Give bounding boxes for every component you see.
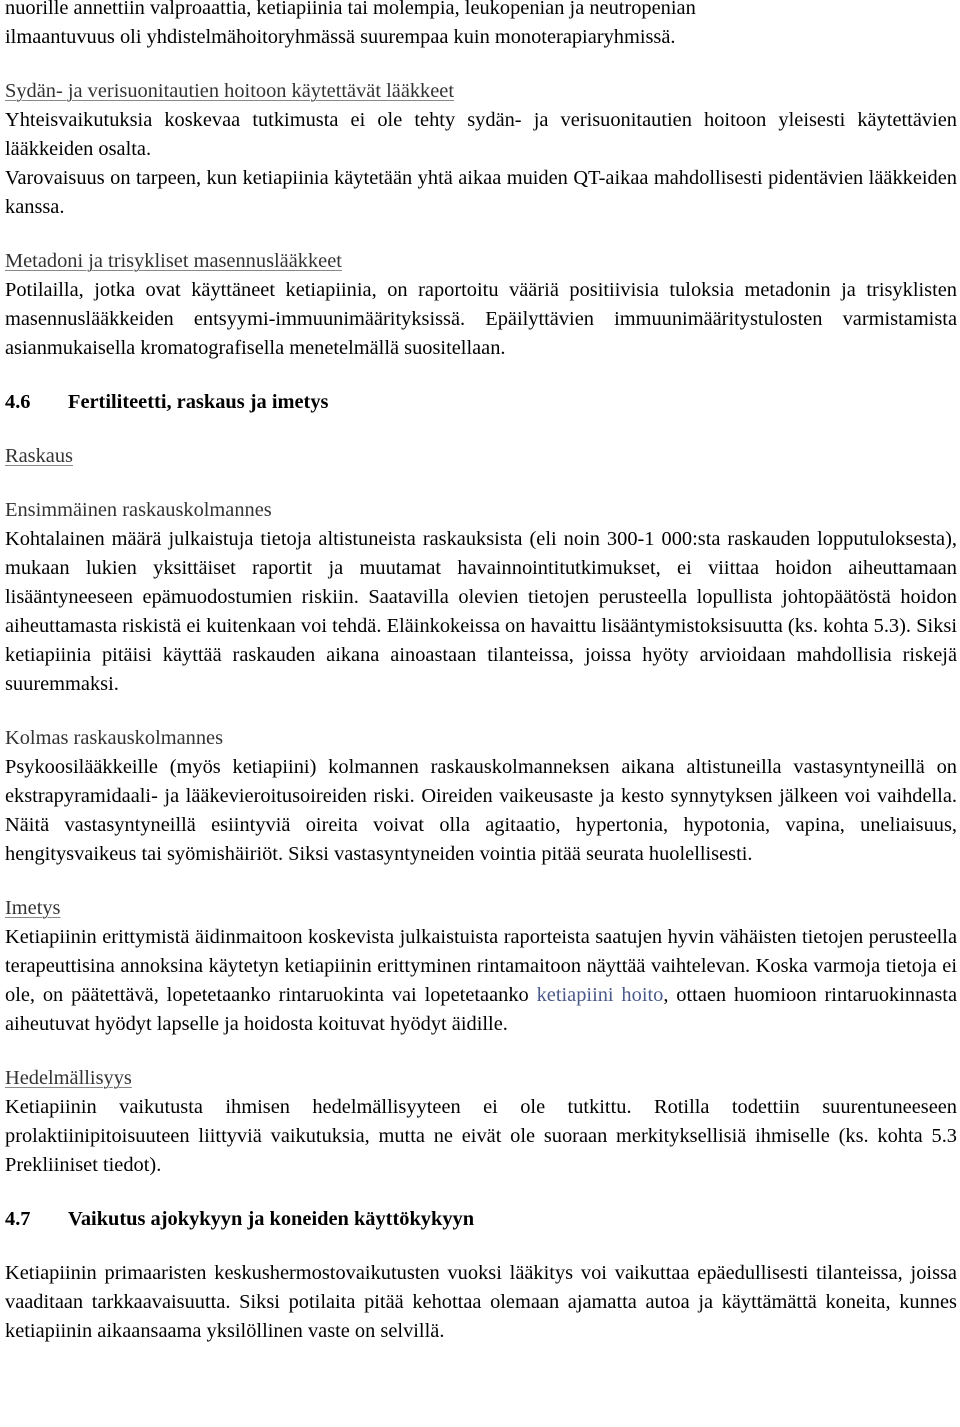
document-page xyxy=(5,0,957,1346)
subheading-cardio-text: Sydän- ja verisuonitautien hoitoon käytettävät lääkkeet xyxy=(5,80,455,102)
section-number: 4.7 xyxy=(5,1208,31,1230)
subheading-first-trimester: Ensimmäinen raskauskolmannes xyxy=(5,499,272,521)
paragraph-cardio-1: Yhteisvaikutuksia koskevaa tutkimusta ei ole tehty sydän- ja verisuonitautien hoitoon yleisesti käytettävien lääkkeiden osalta. xyxy=(5,109,957,160)
paragraph-metadoni: Potilailla, jotka ovat käyttäneet ketiapiinia, on raportoitu vääriä positiivisia tuloksia metadonin ja trisyklisten masennuslääkkeiden entsyymi-immuunimäärityksissä. Epäilyttävien immuunimääritystulosten varmistamista asianmukaisella kromatografisella menetelmällä suositellaan. xyxy=(5,279,957,359)
section-heading-4-7 xyxy=(5,1205,957,1234)
section-title: Vaikutus ajokykyyn ja koneiden käyttökykyyn xyxy=(68,1208,475,1230)
subheading-hedelmallisyys xyxy=(5,1064,957,1093)
section-number: 4.6 xyxy=(5,391,31,413)
subheading-imetys xyxy=(5,894,957,923)
section-heading-4-6 xyxy=(5,388,957,417)
subheading-third-trimester: Kolmas raskauskolmannes xyxy=(5,727,224,749)
imetys-text-a: Ketiapiinin erittymistä äidinmaitoon koskevista julkaistuista raporteista saatujen hyvin vähäisten tietojen perusteella terapeuttisina annoksina käytetyn ketiapiinin erittyminen rintamaitoon näyttää vaihtelevan. Koska varmoja tietoja ei ole, on päätettävä, lopetetaanko rintaruokinta vai lopetetaanko xyxy=(5,926,957,1006)
text-line: ilmaantuvuus oli yhdistelmähoitoryhmässä suurempaa kuin monoterapiaryhmissä. xyxy=(5,26,676,48)
subheading-cardio xyxy=(5,77,957,106)
imetys-highlight: ketiapiini hoito xyxy=(536,984,664,1006)
paragraph-cardio-2: Varovaisuus on tarpeen, kun ketiapiinia käytetään yhtä aikaa muiden QT-aikaa mahdollisesti pidentävien lääkkeiden kanssa. xyxy=(5,167,957,218)
subheading-raskaus-text: Raskaus xyxy=(5,445,73,467)
subheading-metadoni xyxy=(5,247,957,276)
text-line: nuorille annettiin valproaattia, ketiapiinia tai molempia, leukopenian ja neutropenian xyxy=(5,0,696,19)
subheading-raskaus xyxy=(5,442,957,471)
subheading-hedelmallisyys-text: Hedelmällisyys xyxy=(5,1067,132,1089)
section-title: Fertiliteetti, raskaus ja imetys xyxy=(68,391,329,413)
paragraph-third-trimester: Psykoosilääkkeille (myös ketiapiini) kolmannen raskauskolmanneksen aikana altistuneilla vastasyntyneillä on ekstrapyramidaali- ja lääkevieroitusoireiden riski. Oireiden vaikeusaste ja kesto synnytyksen jälkeen voi vaihdella. Näitä vastasyntyneillä esiintyviä oireita voivat olla agitaatio, hypertonia, hypotonia, vapina, uneliaisuus, hengitysvaikeus tai syömishäiriöt. Siksi vastasyntyneiden vointia pitää seurata huolellisesti. xyxy=(5,756,957,865)
paragraph-leukopenia xyxy=(5,0,957,52)
paragraph-ajokyky: Ketiapiinin primaaristen keskushermostovaikutusten vuoksi lääkitys voi vaikuttaa epäedullisesti tilanteissa, joissa vaaditaan tarkkaavaisuutta. Siksi potilaita pitää kehottaa olemaan ajamatta autoa ja käyttämättä koneita, kunnes ketiapiinin aikaansaama yksilöllinen vaste on selvillä. xyxy=(5,1262,957,1342)
paragraph-imetys xyxy=(5,923,957,1039)
paragraph-hedelmallisyys: Ketiapiinin vaikutusta ihmisen hedelmällisyyteen ei ole tutkittu. Rotilla todettiin suurentuneeseen prolaktiinipitoisuuteen liittyviä vaikutuksia, mutta ne eivät ole suoraan merkityksellisiä ihmiselle (ks. kohta 5.3 Prekliiniset tiedot). xyxy=(5,1096,957,1176)
subheading-metadoni-text: Metadoni ja trisykliset masennuslääkkeet xyxy=(5,250,342,272)
paragraph-first-trimester: Kohtalainen määrä julkaistuja tietoja altistuneista raskauksista (eli noin 300-1 000:sta raskauden lopputuloksesta), mukaan lukien yksittäiset raportit ja muutamat havainnointitutkimukset, ei viittaa hoidon aiheuttamaan lisääntyneeseen epämuodostumien riskiin. Saatavilla olevien tietojen perusteella lopullista johtopäätöstä hoidon aiheuttamasta riskistä ei kuitenkaan voi tehdä. Eläinkokeissa on havaittu lisääntymistoksisuutta (ks. kohta 5.3). Siksi ketiapiinia pitäisi käyttää raskauden aikana ainoastaan tilanteissa, joissa hyöty arvioidaan mahdollisia riskejä suuremmaksi. xyxy=(5,528,957,695)
subheading-imetys-text: Imetys xyxy=(5,897,61,919)
imetys-text-b: , ottaen huomioon rintaruokinnasta aiheutuvat hyödyt lapselle ja hoidosta koituvat hyödyt äidille. xyxy=(5,984,957,1035)
